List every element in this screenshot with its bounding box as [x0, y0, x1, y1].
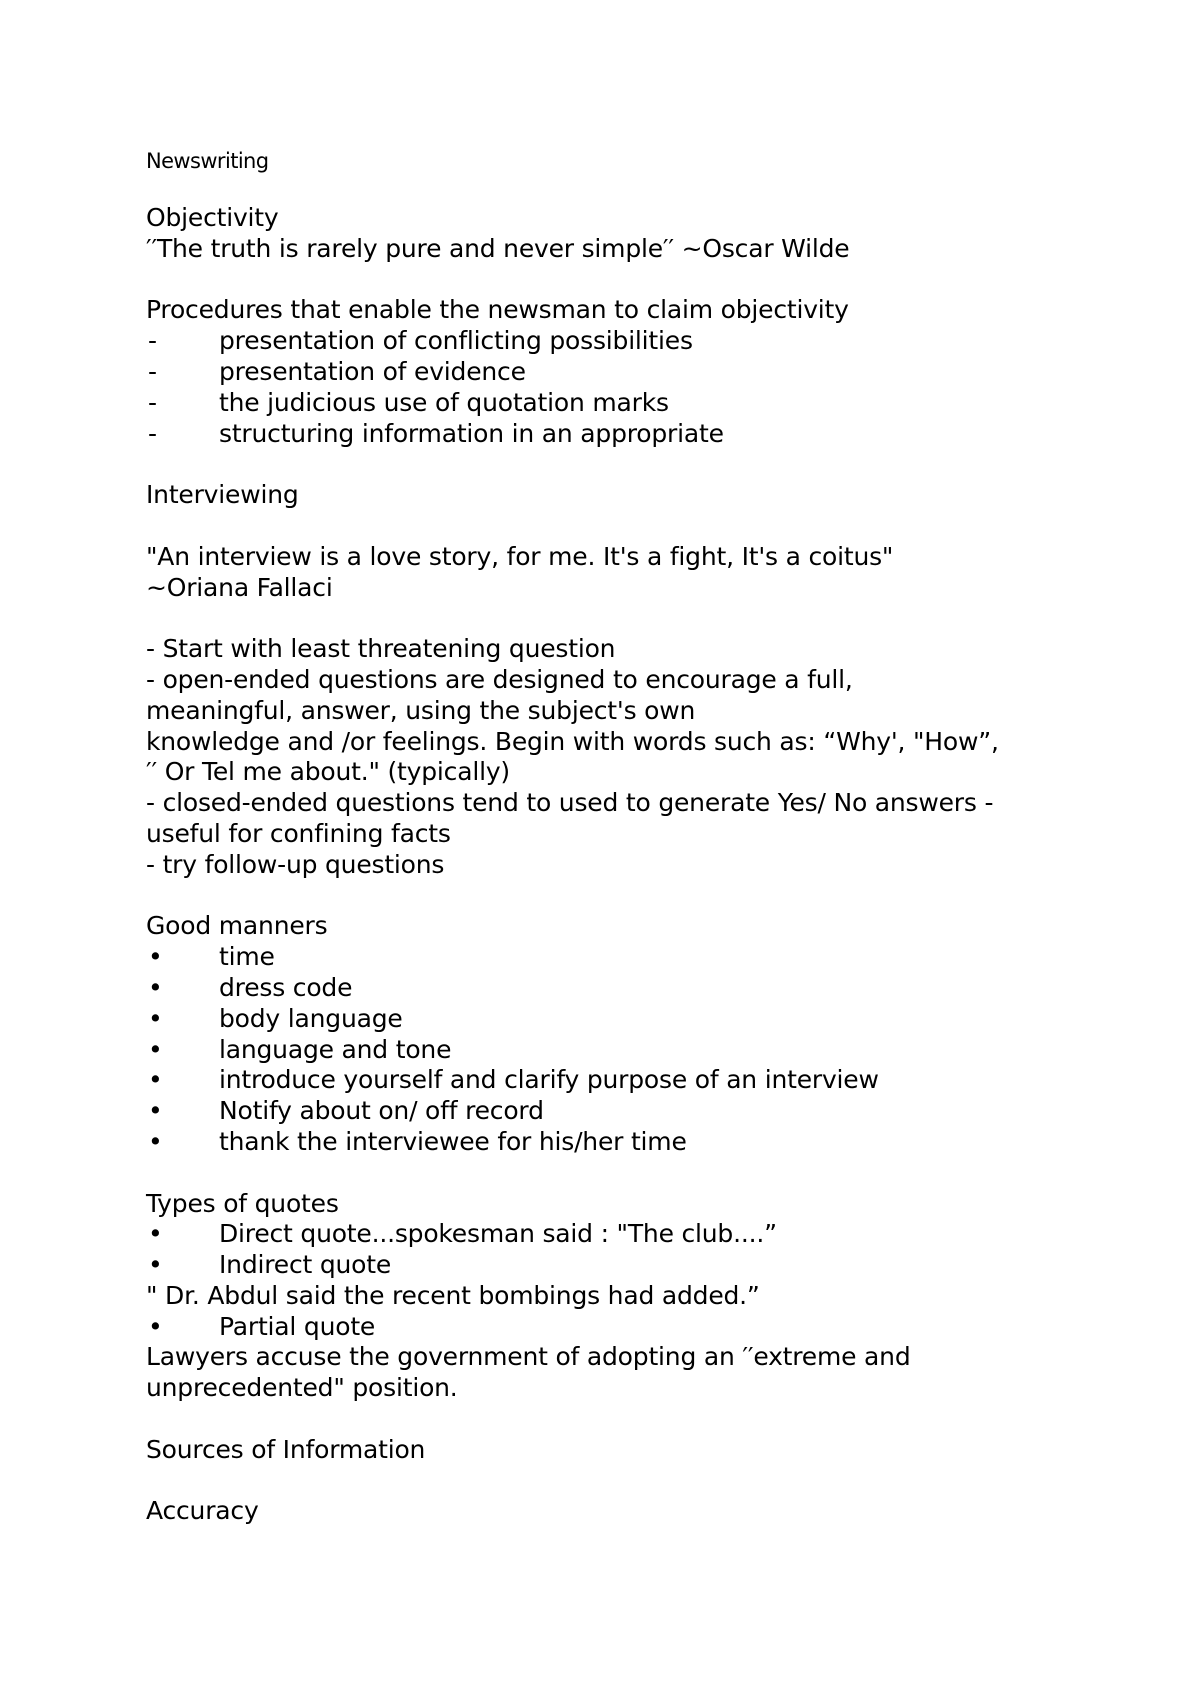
list-item — [146, 1219, 1086, 1250]
interview-tip-line: ′′ Or Tel me about." (typically) — [146, 757, 510, 787]
objectivity-heading: Objectivity — [146, 203, 279, 232]
bullet-marker: • — [148, 1219, 163, 1249]
list-item — [146, 973, 1086, 1004]
list-item — [146, 1096, 1086, 1127]
bullet-marker: • — [148, 1096, 163, 1126]
bullet-marker: • — [148, 1065, 163, 1095]
types-of-quotes-heading: Types of quotes — [146, 1188, 339, 1218]
list-item — [146, 1250, 1086, 1281]
objectivity-quote: ′′The truth is rarely pure and never simple′′ ~Oscar Wilde — [146, 233, 850, 263]
interview-tip-line: useful for confining facts — [146, 818, 451, 848]
list-item-text: body language — [219, 1003, 403, 1033]
bullet-marker: • — [148, 1311, 163, 1341]
list-item-text: Notify about on/ off record — [219, 1096, 544, 1126]
list-item-text: thank the interviewee for his/her time — [219, 1126, 687, 1156]
list-item — [146, 1065, 1086, 1096]
list-item — [146, 942, 1086, 973]
indirect-quote-example: " Dr. Abdul said the recent bombings had added.” — [146, 1280, 760, 1310]
interview-tip-line: knowledge and /or feelings. Begin with words such as: “Why', "How”, — [146, 726, 999, 756]
dash-marker: - — [148, 418, 157, 448]
interview-tip-line: - open-ended questions are designed to encourage a full, — [146, 664, 853, 694]
bullet-marker: • — [148, 1034, 163, 1064]
accuracy-heading: Accuracy — [146, 1496, 259, 1526]
list-item-text: presentation of conflicting possibilities — [219, 326, 693, 356]
list-item — [146, 357, 1086, 388]
list-item — [146, 326, 1086, 357]
list-item-text: Direct quote...spokesman said : "The club....” — [219, 1219, 777, 1249]
blank-line — [146, 603, 1086, 634]
list-item-text: the judicious use of quotation marks — [219, 387, 669, 417]
blank-line — [146, 1158, 1086, 1189]
list-item — [146, 388, 1086, 419]
list-item-text: language and tone — [219, 1034, 452, 1064]
list-item — [146, 419, 1086, 450]
sources-heading: Sources of Information — [146, 1434, 426, 1464]
list-item — [146, 1312, 1086, 1343]
partial-quote-example: Lawyers accuse the government of adopting an ′′extreme and — [146, 1342, 911, 1372]
partial-quote-example: unprecedented" position. — [146, 1373, 458, 1403]
list-item-text: presentation of evidence — [219, 356, 526, 386]
blank-line — [146, 449, 1086, 480]
list-item-text: introduce yourself and clarify purpose of an interview — [219, 1065, 879, 1095]
list-item — [146, 1004, 1086, 1035]
dash-marker: - — [148, 356, 157, 386]
list-item — [146, 1127, 1086, 1158]
bullet-marker: • — [148, 1126, 163, 1156]
list-item-text: structuring information in an appropriate — [219, 418, 724, 448]
interview-tip-line: - Start with least threatening question — [146, 634, 616, 664]
blank-line — [146, 1466, 1086, 1497]
bullet-marker: • — [148, 1003, 163, 1033]
procedures-intro: Procedures that enable the newsman to claim objectivity — [146, 295, 849, 325]
blank-line — [146, 511, 1086, 542]
blank-line — [146, 265, 1086, 296]
list-item-text: Indirect quote — [219, 1250, 392, 1280]
dash-marker: - — [148, 387, 157, 417]
list-item-text: time — [219, 942, 275, 972]
list-item — [146, 1035, 1086, 1066]
interviewing-quote-attribution: ~Oriana Fallaci — [146, 572, 333, 602]
document-body — [146, 203, 1086, 1527]
bullet-marker: • — [148, 942, 163, 972]
list-item-text: dress code — [219, 972, 353, 1002]
interview-tip-line: - closed-ended questions tend to used to generate Yes/ No answers - — [146, 788, 994, 818]
list-item-text: Partial quote — [219, 1311, 376, 1341]
good-manners-heading: Good manners — [146, 911, 328, 941]
interview-tip-line: meaningful, answer, using the subject's own — [146, 695, 696, 725]
blank-line — [146, 1404, 1086, 1435]
interviewing-quote: "An interview is a love story, for me. It's a fight, It's a coitus" — [146, 541, 894, 571]
interview-tip-line: - try follow-up questions — [146, 849, 445, 879]
blank-line — [146, 881, 1086, 912]
bullet-marker: • — [148, 972, 163, 1002]
dash-marker: - — [148, 326, 157, 356]
document-title: Newswriting — [146, 149, 269, 173]
interviewing-heading: Interviewing — [146, 480, 299, 510]
bullet-marker: • — [148, 1250, 163, 1280]
